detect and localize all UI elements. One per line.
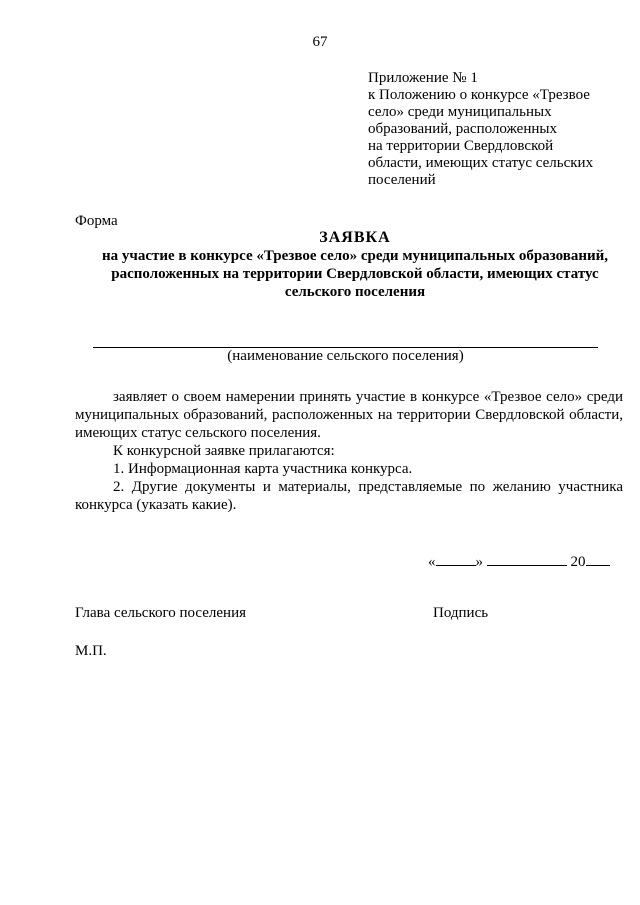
year-blank — [586, 551, 610, 566]
body-paragraph: К конкурсной заявке прилагаются: — [113, 443, 335, 459]
body-paragraph: 2. Другие документы и материалы, представляемые по желанию участника конкурса (указать какие). — [75, 479, 623, 513]
date-open-quote: « — [428, 554, 436, 570]
appendix-line: поселений — [368, 172, 436, 188]
heading-line: расположенных на территории Свердловской области, имеющих статус — [111, 266, 599, 282]
application-body — [75, 388, 623, 514]
appendix-line: Приложение № 1 — [368, 70, 478, 86]
date-line — [428, 551, 610, 571]
appendix-line: на территории Свердловской — [368, 138, 554, 154]
settlement-name-caption: (наименование сельского поселения) — [227, 348, 464, 364]
signature-label: Подпись — [433, 605, 489, 621]
heading-line: сельского поселения — [284, 284, 426, 300]
form-label: Форма — [75, 213, 118, 229]
document-heading — [85, 229, 625, 301]
signature-role: Глава сельского поселения — [75, 605, 247, 621]
day-blank — [436, 551, 476, 566]
stamp-placeholder: М.П. — [75, 643, 107, 659]
appendix-line: село» среди муниципальных — [368, 104, 552, 120]
year-prefix: 20 — [570, 554, 586, 570]
month-blank — [487, 551, 567, 566]
appendix-line: области, имеющих статус сельских — [368, 155, 594, 171]
body-paragraph: 1. Информационная карта участника конкурса. — [113, 461, 413, 477]
body-paragraph: заявляет о своем намерении принять участие в конкурсе «Трезвое село» среди муниципальных образований, расположенных на территории Свердловской области, имеющих статус сельского поселения. — [75, 389, 623, 441]
appendix-block — [368, 70, 618, 189]
date-close-quote: » — [475, 554, 483, 570]
heading-line: на участие в конкурсе «Трезвое село» среди муниципальных образований, — [101, 248, 609, 264]
appendix-line: к Положению о конкурсе «Трезвое — [368, 87, 590, 103]
document-title: ЗАЯВКА — [319, 229, 391, 246]
page-number: 67 — [312, 34, 328, 50]
appendix-line: образований, расположенных — [368, 121, 557, 137]
